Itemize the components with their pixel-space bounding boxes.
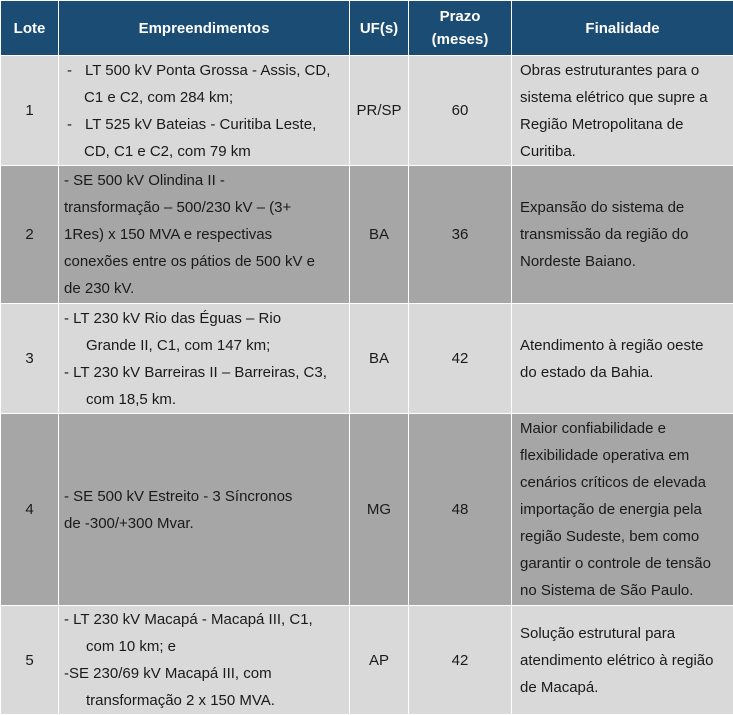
header-prazo-line-2: (meses)	[409, 28, 511, 51]
cell-uf: MG	[350, 414, 409, 606]
cell-prazo: 48	[409, 414, 512, 606]
cell-prazo: 42	[409, 606, 512, 715]
cell-finalidade	[512, 166, 733, 304]
fin-line: no Sistema de São Paulo.	[520, 577, 727, 604]
table-row-lote-5	[1, 606, 733, 715]
emp-text: LT 500 kV Ponta Grossa - Assis, CD,	[85, 62, 330, 79]
emp-line: C1 e C2, com 284 km;	[64, 84, 345, 111]
cell-finalidade	[512, 414, 733, 606]
emp-line: - LT 230 kV Rio das Éguas – Rio	[64, 305, 345, 332]
cell-prazo: 36	[409, 166, 512, 304]
emp-bullet: -	[67, 111, 72, 138]
cell-finalidade	[512, 304, 733, 414]
fin-line: Expansão do sistema de	[520, 194, 727, 221]
cell-finalidade	[512, 56, 733, 166]
fin-line: Obras estruturantes para o	[520, 57, 727, 84]
cell-prazo: 42	[409, 304, 512, 414]
fin-line: Curitiba.	[520, 138, 727, 165]
emp-line: com 10 km; e	[64, 633, 345, 660]
fin-line: garantir o controle de tensão	[520, 550, 727, 577]
cell-uf: PR/SP	[350, 56, 409, 166]
emp-line: 1Res) x 150 MVA e respectivas	[64, 221, 345, 248]
cell-empreendimentos	[59, 56, 350, 166]
fin-line: sistema elétrico que supre a	[520, 84, 727, 111]
emp-line: -SE 230/69 kV Macapá III, com	[64, 660, 345, 687]
header-lote: Lote	[1, 1, 59, 56]
cell-empreendimentos	[59, 166, 350, 304]
fin-line: atendimento elétrico à região	[520, 647, 727, 674]
header-finalidade: Finalidade	[512, 1, 733, 56]
emp-line: transformação 2 x 150 MVA.	[64, 687, 345, 714]
emp-line: - SE 500 kV Olindina II -	[64, 167, 345, 194]
emp-line: Grande II, C1, com 147 km;	[64, 332, 345, 359]
cell-lote: 2	[1, 166, 59, 304]
table-row-lote-2	[1, 166, 733, 304]
emp-line: de -300/+300 Mvar.	[64, 510, 345, 537]
emp-text: LT 525 kV Bateias - Curitiba Leste,	[85, 116, 316, 133]
emp-line	[64, 111, 345, 138]
cell-lote: 4	[1, 414, 59, 606]
cell-lote: 3	[1, 304, 59, 414]
header-row	[1, 1, 733, 56]
cell-empreendimentos	[59, 414, 350, 606]
fin-line: Atendimento à região oeste	[520, 332, 727, 359]
cell-lote: 5	[1, 606, 59, 715]
fin-line: região Sudeste, bem como	[520, 523, 727, 550]
header-prazo	[409, 1, 512, 56]
fin-line: cenários críticos de elevada	[520, 469, 727, 496]
cell-uf: BA	[350, 166, 409, 304]
emp-line: CD, C1 e C2, com 79 km	[64, 138, 345, 165]
cell-empreendimentos	[59, 606, 350, 715]
cell-lote: 1	[1, 56, 59, 166]
emp-line: com 18,5 km.	[64, 386, 345, 413]
fin-line: Maior confiabilidade e	[520, 415, 727, 442]
emp-bullet: -	[67, 57, 72, 84]
emp-line: de 230 kV.	[64, 275, 345, 302]
fin-line: Solução estrutural para	[520, 620, 727, 647]
emp-line	[64, 57, 345, 84]
cell-finalidade	[512, 606, 733, 715]
fin-line: Região Metropolitana de	[520, 111, 727, 138]
cell-uf: AP	[350, 606, 409, 715]
fin-line: transmissão da região do	[520, 221, 727, 248]
fin-line: Nordeste Baiano.	[520, 248, 727, 275]
table-row-lote-3	[1, 304, 733, 414]
fin-line: importação de energia pela	[520, 496, 727, 523]
table-row-lote-1	[1, 56, 733, 166]
fin-line: flexibilidade operativa em	[520, 442, 727, 469]
cell-empreendimentos	[59, 304, 350, 414]
emp-line: - LT 230 kV Macapá - Macapá III, C1,	[64, 606, 345, 633]
header-prazo-line-1: Prazo	[409, 5, 511, 28]
emp-line: conexões entre os pátios de 500 kV e	[64, 248, 345, 275]
cell-prazo: 60	[409, 56, 512, 166]
emp-line: - LT 230 kV Barreiras II – Barreiras, C3,	[64, 359, 345, 386]
fin-line: do estado da Bahia.	[520, 359, 727, 386]
cell-uf: BA	[350, 304, 409, 414]
header-empreendimentos: Empreendimentos	[59, 1, 350, 56]
fin-line: de Macapá.	[520, 674, 727, 701]
header-ufs: UF(s)	[350, 1, 409, 56]
emp-line: transformação – 500/230 kV – (3+	[64, 194, 345, 221]
table-row-lote-4	[1, 414, 733, 606]
emp-line: - SE 500 kV Estreito - 3 Síncronos	[64, 483, 345, 510]
